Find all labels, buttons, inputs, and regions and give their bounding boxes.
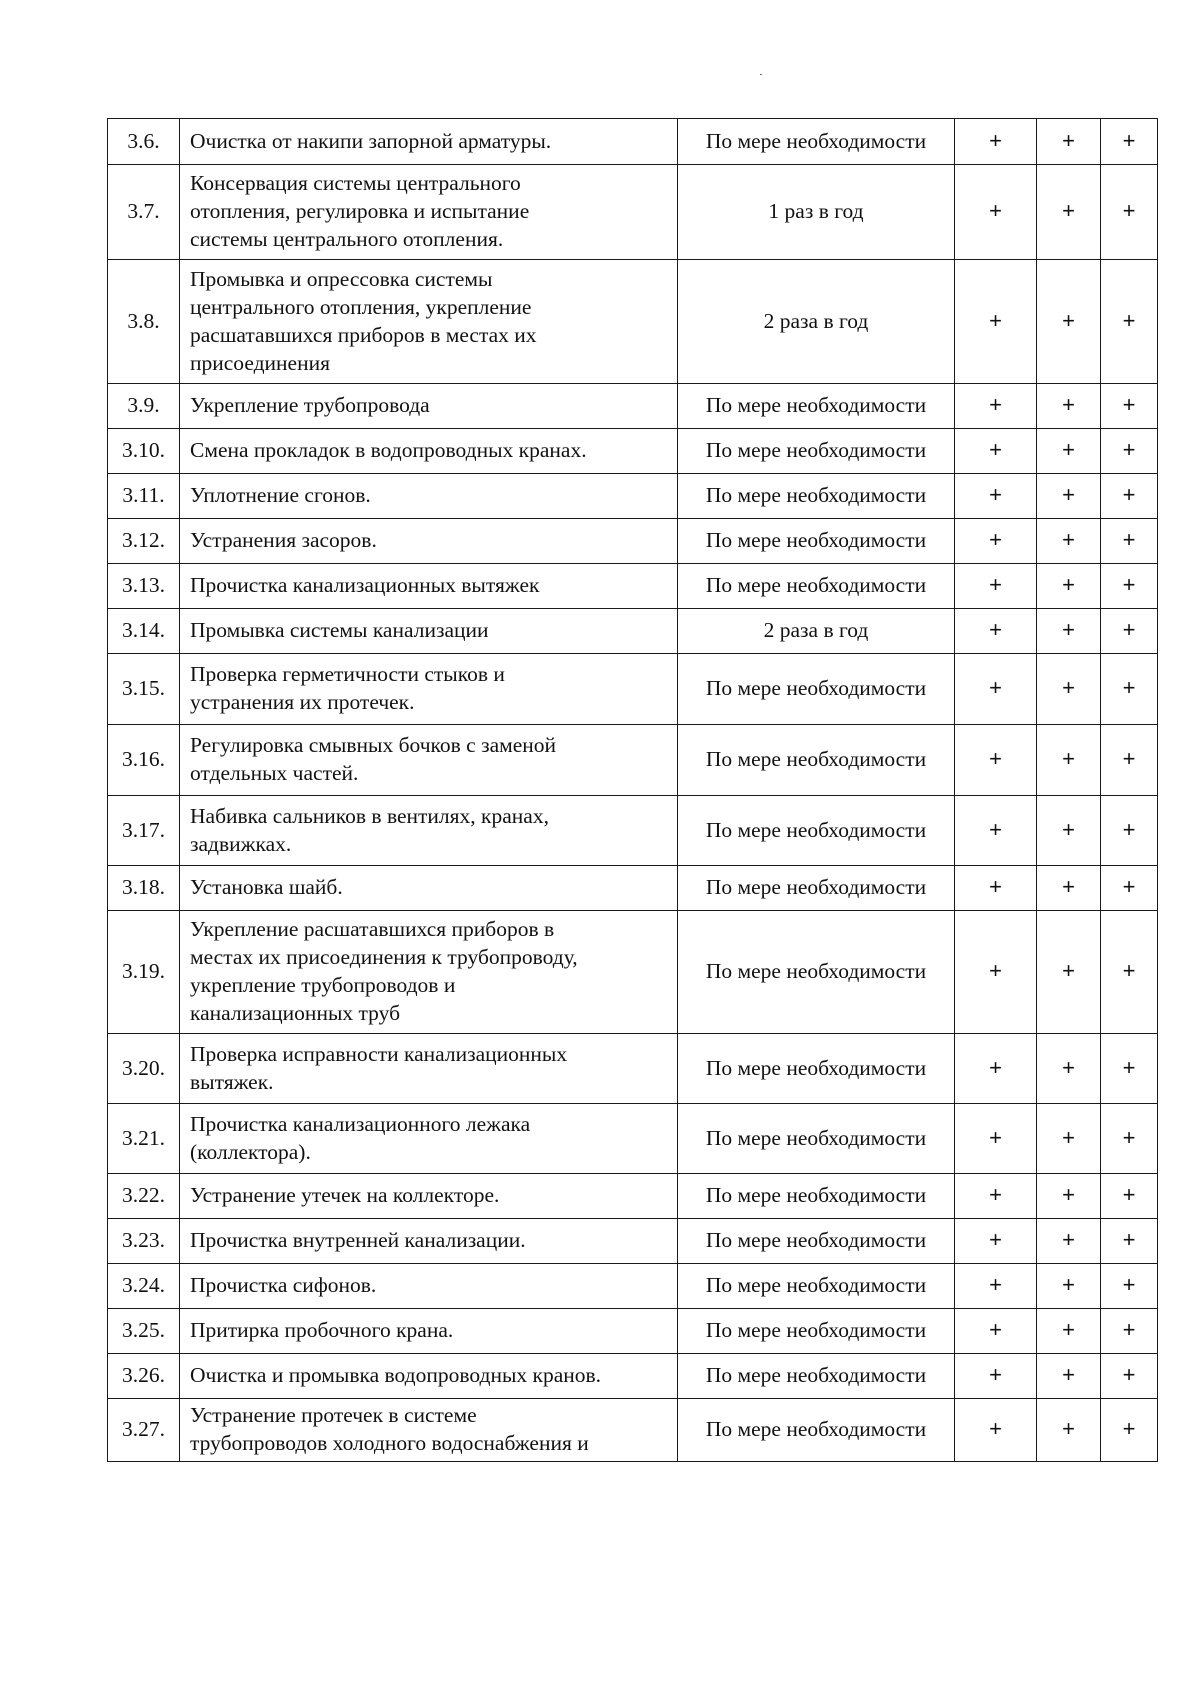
item-number: 3.17. (108, 796, 180, 866)
work-description (180, 519, 678, 564)
plus-mark: + (1037, 866, 1101, 911)
plus-mark: + (955, 119, 1037, 165)
periodicity: По мере необходимости (678, 1034, 955, 1104)
plus-mark: + (1101, 1399, 1158, 1462)
description-line: устранения их протечек. (190, 690, 415, 714)
plus-mark: + (955, 429, 1037, 474)
item-number: 3.14. (108, 609, 180, 654)
plus-mark: + (1101, 384, 1158, 429)
periodicity: По мере необходимости (678, 1399, 955, 1462)
description-line: Очистка от накипи запорной арматуры. (190, 128, 552, 153)
periodicity: 2 раза в год (678, 260, 955, 384)
item-number: 3.9. (108, 384, 180, 429)
table-row (108, 1264, 1158, 1309)
plus-mark: + (1101, 911, 1158, 1034)
plus-mark: + (1101, 1264, 1158, 1309)
description-line: канализационных труб (190, 1001, 401, 1025)
description-line: Прочистка внутренней канализации. (190, 1228, 526, 1252)
plus-mark: + (1101, 1219, 1158, 1264)
plus-mark: + (955, 911, 1037, 1034)
item-number: 3.8. (108, 260, 180, 384)
plus-mark: + (955, 654, 1037, 725)
plus-mark: + (955, 1399, 1037, 1462)
plus-mark: + (955, 796, 1037, 866)
periodicity: По мере необходимости (678, 564, 955, 609)
periodicity: По мере необходимости (678, 429, 955, 474)
plus-mark: + (1101, 1174, 1158, 1219)
table-row (108, 474, 1158, 519)
plus-mark: + (1037, 519, 1101, 564)
plus-mark: + (1037, 609, 1101, 654)
plus-mark: + (1037, 725, 1101, 796)
description-line: Регулировка смывных бочков с заменой (190, 733, 557, 757)
periodicity: По мере необходимости (678, 1309, 955, 1354)
item-number: 3.19. (108, 911, 180, 1034)
plus-mark: + (1037, 1174, 1101, 1219)
work-description (180, 609, 678, 654)
plus-mark: + (1101, 796, 1158, 866)
description-line: укрепление трубопроводов и (190, 973, 456, 997)
table-row (108, 165, 1158, 260)
table-row (108, 1399, 1158, 1462)
description-line: Притирка пробочного крана. (190, 1318, 454, 1342)
item-number: 3.20. (108, 1034, 180, 1104)
plus-mark: + (955, 866, 1037, 911)
plus-mark: + (1037, 1354, 1101, 1399)
periodicity: По мере необходимости (678, 725, 955, 796)
plus-mark: + (955, 260, 1037, 384)
plus-mark: + (1101, 725, 1158, 796)
table-row (108, 1219, 1158, 1264)
item-number: 3.10. (108, 429, 180, 474)
description-line: Укрепление расшатавшихся приборов в (190, 917, 555, 941)
plus-mark: + (955, 1264, 1037, 1309)
plus-mark: + (1101, 429, 1158, 474)
table-row (108, 725, 1158, 796)
work-description (180, 911, 678, 1034)
work-description (180, 165, 678, 260)
description-line: Устранения засоров. (190, 528, 377, 552)
work-description (180, 564, 678, 609)
table-row (108, 119, 1158, 165)
description-line: задвижках. (190, 831, 292, 856)
work-description (180, 654, 678, 725)
plus-mark: + (1037, 1104, 1101, 1174)
plus-mark: + (1101, 654, 1158, 725)
plus-mark: + (1037, 384, 1101, 429)
description-line: Установка шайб. (190, 875, 343, 899)
description-line: Устранение утечек на коллекторе. (190, 1183, 500, 1207)
item-number: 3.6. (108, 119, 180, 165)
item-number: 3.24. (108, 1264, 180, 1309)
maintenance-table (107, 118, 1158, 1462)
item-number: 3.18. (108, 866, 180, 911)
plus-mark: + (955, 165, 1037, 260)
plus-mark: + (1037, 429, 1101, 474)
plus-mark: + (1101, 866, 1158, 911)
plus-mark: + (955, 1354, 1037, 1399)
plus-mark: + (1037, 1219, 1101, 1264)
item-number: 3.12. (108, 519, 180, 564)
periodicity: По мере необходимости (678, 384, 955, 429)
table-row (108, 654, 1158, 725)
description-line: вытяжек. (190, 1069, 274, 1094)
plus-mark: + (955, 1104, 1037, 1174)
description-line: Набивка сальников в вентилях, кранах, (190, 803, 549, 828)
plus-mark: + (1037, 119, 1101, 165)
plus-mark: + (955, 1219, 1037, 1264)
periodicity: По мере необходимости (678, 796, 955, 866)
periodicity: По мере необходимости (678, 519, 955, 564)
plus-mark: + (955, 725, 1037, 796)
periodicity: По мере необходимости (678, 866, 955, 911)
plus-mark: + (955, 384, 1037, 429)
description-line: Промывка и опрессовка системы (190, 266, 493, 291)
periodicity: По мере необходимости (678, 911, 955, 1034)
item-number: 3.27. (108, 1399, 180, 1462)
periodicity: По мере необходимости (678, 1174, 955, 1219)
work-description (180, 796, 678, 866)
table-row (108, 911, 1158, 1034)
description-line: Смена прокладок в водопроводных кранах. (190, 438, 587, 462)
description-line: отдельных частей. (190, 761, 359, 785)
table-row (108, 1174, 1158, 1219)
item-number: 3.23. (108, 1219, 180, 1264)
description-line: трубопроводов холодного водоснабжения и (190, 1431, 589, 1455)
item-number: 3.21. (108, 1104, 180, 1174)
table-row (108, 1034, 1158, 1104)
plus-mark: + (1037, 1264, 1101, 1309)
periodicity: По мере необходимости (678, 1219, 955, 1264)
description-line: Прочистка канализационного лежака (190, 1111, 531, 1136)
work-description (180, 1354, 678, 1399)
plus-mark: + (955, 519, 1037, 564)
plus-mark: + (955, 1309, 1037, 1354)
table-row (108, 429, 1158, 474)
description-line: Прочистка сифонов. (190, 1273, 377, 1297)
description-line: расшатавшихся приборов в местах их (190, 322, 537, 347)
item-number: 3.7. (108, 165, 180, 260)
plus-mark: + (1101, 519, 1158, 564)
table-row (108, 609, 1158, 654)
plus-mark: + (955, 474, 1037, 519)
plus-mark: + (1037, 1309, 1101, 1354)
plus-mark: + (1101, 1104, 1158, 1174)
description-line: Укрепление трубопровода (190, 393, 430, 417)
scan-speck (760, 74, 762, 75)
plus-mark: + (1101, 564, 1158, 609)
table-row (108, 1354, 1158, 1399)
periodicity: По мере необходимости (678, 1354, 955, 1399)
work-description (180, 429, 678, 474)
work-description (180, 866, 678, 911)
work-description (180, 260, 678, 384)
plus-mark: + (1037, 564, 1101, 609)
description-line: Устранение протечек в системе (190, 1403, 477, 1427)
plus-mark: + (1101, 1354, 1158, 1399)
work-description (180, 725, 678, 796)
work-description (180, 1309, 678, 1354)
table-body (108, 119, 1158, 1462)
plus-mark: + (1101, 119, 1158, 165)
description-line: (коллектора). (190, 1139, 311, 1164)
description-line: Проверка исправности канализационных (190, 1041, 568, 1066)
item-number: 3.22. (108, 1174, 180, 1219)
item-number: 3.25. (108, 1309, 180, 1354)
description-line: местах их присоединения к трубопроводу, (190, 945, 578, 969)
plus-mark: + (1037, 165, 1101, 260)
plus-mark: + (955, 564, 1037, 609)
work-description (180, 474, 678, 519)
plus-mark: + (1037, 654, 1101, 725)
description-line: системы центрального отопления. (190, 227, 504, 251)
plus-mark: + (1037, 260, 1101, 384)
plus-mark: + (955, 1034, 1037, 1104)
plus-mark: + (1037, 1399, 1101, 1462)
description-line: присоединения (190, 350, 330, 375)
description-line: Прочистка канализационных вытяжек (190, 573, 540, 597)
periodicity: По мере необходимости (678, 1104, 955, 1174)
table-row (108, 1104, 1158, 1174)
item-number: 3.13. (108, 564, 180, 609)
plus-mark: + (955, 1174, 1037, 1219)
table-row (108, 796, 1158, 866)
work-description (180, 1264, 678, 1309)
periodicity: По мере необходимости (678, 1264, 955, 1309)
periodicity: По мере необходимости (678, 119, 955, 165)
table-row (108, 384, 1158, 429)
plus-mark: + (1101, 165, 1158, 260)
work-description (180, 119, 678, 165)
item-number: 3.15. (108, 654, 180, 725)
work-description (180, 1104, 678, 1174)
description-line: Промывка системы канализации (190, 618, 489, 642)
table-row (108, 564, 1158, 609)
plus-mark: + (1101, 609, 1158, 654)
plus-mark: + (1101, 1309, 1158, 1354)
table-row (108, 1309, 1158, 1354)
description-line: Уплотнение сгонов. (190, 483, 371, 507)
work-description (180, 384, 678, 429)
plus-mark: + (1037, 911, 1101, 1034)
periodicity: 1 раз в год (678, 165, 955, 260)
work-description (180, 1174, 678, 1219)
item-number: 3.26. (108, 1354, 180, 1399)
periodicity: 2 раза в год (678, 609, 955, 654)
table-row (108, 519, 1158, 564)
plus-mark: + (1101, 260, 1158, 384)
work-description (180, 1399, 678, 1462)
description-line: Консервация системы центрального (190, 171, 521, 195)
plus-mark: + (1037, 796, 1101, 866)
description-line: Очистка и промывка водопроводных кранов. (190, 1363, 602, 1387)
periodicity: По мере необходимости (678, 474, 955, 519)
work-description (180, 1034, 678, 1104)
description-line: отопления, регулировка и испытание (190, 199, 530, 223)
description-line: Проверка герметичности стыков и (190, 662, 505, 686)
item-number: 3.11. (108, 474, 180, 519)
item-number: 3.16. (108, 725, 180, 796)
plus-mark: + (1101, 474, 1158, 519)
plus-mark: + (955, 609, 1037, 654)
description-line: центрального отопления, укрепление (190, 294, 532, 319)
table-row (108, 260, 1158, 384)
table-row (108, 866, 1158, 911)
periodicity: По мере необходимости (678, 654, 955, 725)
plus-mark: + (1101, 1034, 1158, 1104)
plus-mark: + (1037, 474, 1101, 519)
plus-mark: + (1037, 1034, 1101, 1104)
work-description (180, 1219, 678, 1264)
